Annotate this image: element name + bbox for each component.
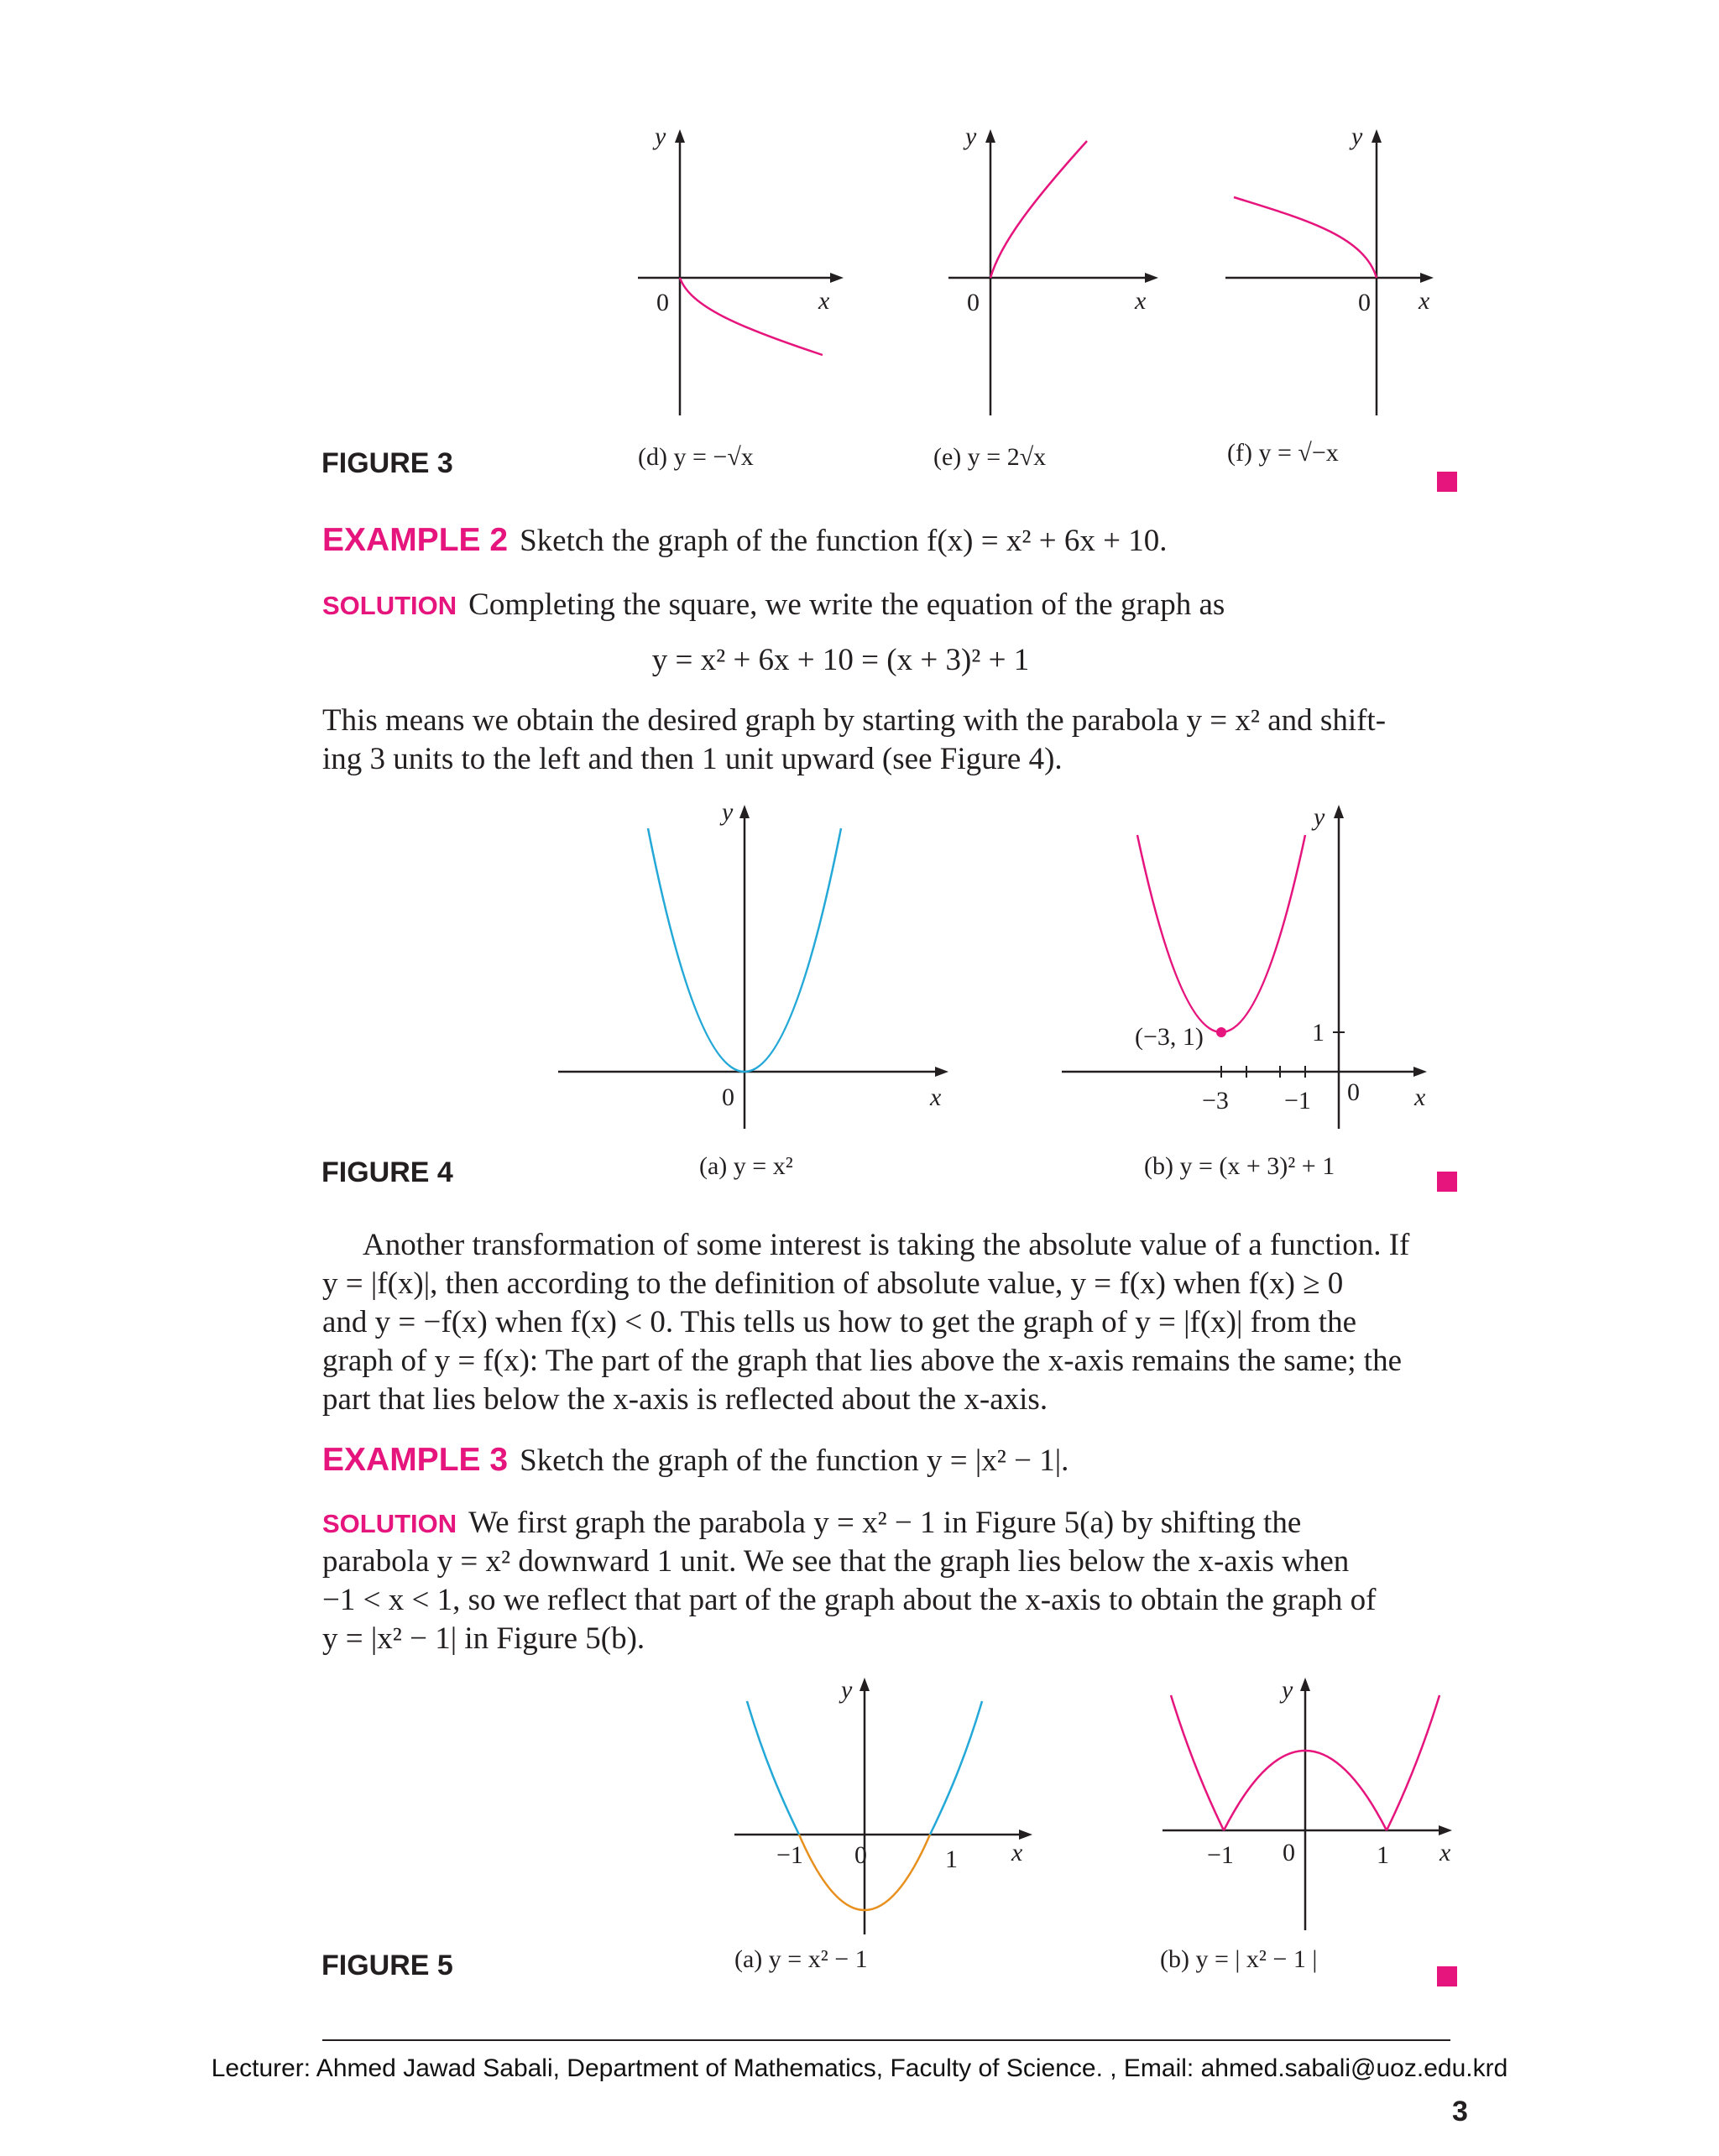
example3-solution-line1: SOLUTION We first graph the parabola y = x² − 1 in Figure 5(a) by shifting the [322, 1506, 1302, 1540]
figure4-caption-b: (b) y = (x + 3)² + 1 [1144, 1152, 1335, 1180]
graph-f-origin-label: 0 [1358, 289, 1371, 316]
graph5a-tick-1: 1 [945, 1845, 958, 1873]
graph-e-y-label: y [965, 126, 977, 150]
example3-prompt: Sketch the graph of the function y = |x² − 1|. [520, 1443, 1069, 1478]
abs-paragraph-line3: and y = −f(x) when f(x) < 0. This tells us how to get the graph of y = |f(x)| from the [322, 1305, 1357, 1339]
page-number: 3 [1452, 2096, 1468, 2127]
graph5b-y-label: y [1282, 1676, 1293, 1704]
end-mark [1437, 1172, 1457, 1192]
example2-equation: y = x² + 6x + 10 = (x + 3)² + 1 [651, 643, 1030, 677]
figure3-graph-f [1225, 126, 1452, 420]
abs-paragraph-line5: part that lies below the x-axis is reflected about the x-axis. [322, 1382, 1048, 1417]
graph5a-tick-neg1: −1 [776, 1841, 803, 1869]
figure3-caption-f: (f) y = √−x [1227, 439, 1339, 467]
figure3-label: FIGURE 3 [321, 447, 453, 479]
graph4b-x-label: x [1414, 1083, 1426, 1111]
footer-text: Lecturer: Ahmed Jawad Sabali, Department of Mathematics, Faculty of Science. , Email: ahmed.sabali@uoz.edu.krd [211, 2054, 1508, 2082]
example3-heading [322, 1442, 1068, 1480]
graph-d-y-label: y [655, 126, 666, 150]
figure5-graph-b [1158, 1674, 1460, 1943]
example2-paragraph-line1: This means we obtain the desired graph by starting with the parabola y = x² and shift- [322, 703, 1387, 738]
graph5b-tick-neg1: −1 [1207, 1841, 1234, 1869]
example3-solution-line2: parabola y = x² downward 1 unit. We see that the graph lies below the x-axis when [322, 1544, 1350, 1579]
figure4-graph-b [1058, 801, 1444, 1137]
graph4b-tick-neg1: −1 [1284, 1087, 1311, 1115]
figure5-label: FIGURE 5 [321, 1950, 453, 1981]
example3-solution-line4: y = |x² − 1| in Figure 5(b). [322, 1621, 645, 1656]
graph5b-origin-label: 0 [1283, 1839, 1295, 1866]
abs-paragraph-line2: y = |f(x)|, then according to the definition of absolute value, y = f(x) when f(x) ≥ 0 [322, 1266, 1344, 1301]
graph4b-tick-neg3: −3 [1202, 1087, 1229, 1115]
example2-heading [322, 522, 1167, 561]
figure5-graph-a [730, 1674, 1032, 1943]
solution-label: SOLUTION [322, 1509, 457, 1538]
graph5a-origin-label: 0 [854, 1841, 867, 1869]
graph4a-origin-label: 0 [722, 1083, 734, 1111]
example3-solution-line3: −1 < x < 1, so we reflect that part of the graph about the x-axis to obtain the graph of [322, 1583, 1377, 1617]
solution-label: SOLUTION [322, 591, 457, 620]
figure3-graph-d [638, 126, 856, 420]
graph-e-x-label: x [1135, 287, 1147, 315]
graph-f-y-label: y [1351, 126, 1363, 150]
example2-label: EXAMPLE 2 [322, 522, 509, 558]
graph4b-point-label: (−3, 1) [1135, 1023, 1204, 1051]
figure5-caption-b: (b) y = | x² − 1 | [1160, 1945, 1318, 1973]
example2-paragraph-line2: ing 3 units to the left and then 1 unit upward (see Figure 4). [322, 742, 1063, 776]
graph4a-x-label: x [930, 1083, 942, 1111]
figure5-caption-a: (a) y = x² − 1 [734, 1945, 868, 1973]
graph4b-tick-y1: 1 [1312, 1019, 1325, 1047]
graph-d-x-label: x [818, 287, 830, 315]
graph-f-x-label: x [1419, 287, 1430, 315]
footer-divider [322, 2039, 1450, 2041]
figure3-caption-d: (d) y = −√x [638, 443, 754, 471]
end-mark [1437, 472, 1457, 492]
graph4b-y-label: y [1314, 803, 1325, 831]
figure3-caption-e: (e) y = 2√x [933, 443, 1047, 471]
graph4a-y-label: y [722, 801, 734, 826]
solution-text: Completing the square, we write the equation of the graph as [468, 587, 1225, 622]
abs-paragraph-line1: Another transformation of some interest is taking the absolute value of a function. If [363, 1228, 1410, 1262]
graph-e-origin-label: 0 [967, 289, 980, 316]
figure3-graph-e [948, 126, 1200, 420]
example2-prompt: Sketch the graph of the function f(x) = x² + 6x + 10. [520, 524, 1168, 558]
figure4-graph-a [554, 801, 948, 1137]
graph5a-x-label: x [1011, 1839, 1023, 1866]
graph5a-y-label: y [841, 1676, 853, 1704]
graph5b-tick-1: 1 [1377, 1841, 1389, 1869]
figure4-label: FIGURE 4 [321, 1156, 453, 1188]
example3-label: EXAMPLE 3 [322, 1442, 509, 1478]
example2-solution [322, 586, 1225, 624]
end-mark [1437, 1966, 1457, 1986]
graph-d-origin-label: 0 [656, 289, 669, 316]
figure4-caption-a: (a) y = x² [699, 1152, 793, 1180]
graph5b-x-label: x [1439, 1839, 1451, 1866]
graph4b-origin-label: 0 [1347, 1078, 1360, 1106]
abs-paragraph-line4: graph of y = f(x): The part of the graph that lies above the x-axis remains the same; the [322, 1344, 1402, 1378]
